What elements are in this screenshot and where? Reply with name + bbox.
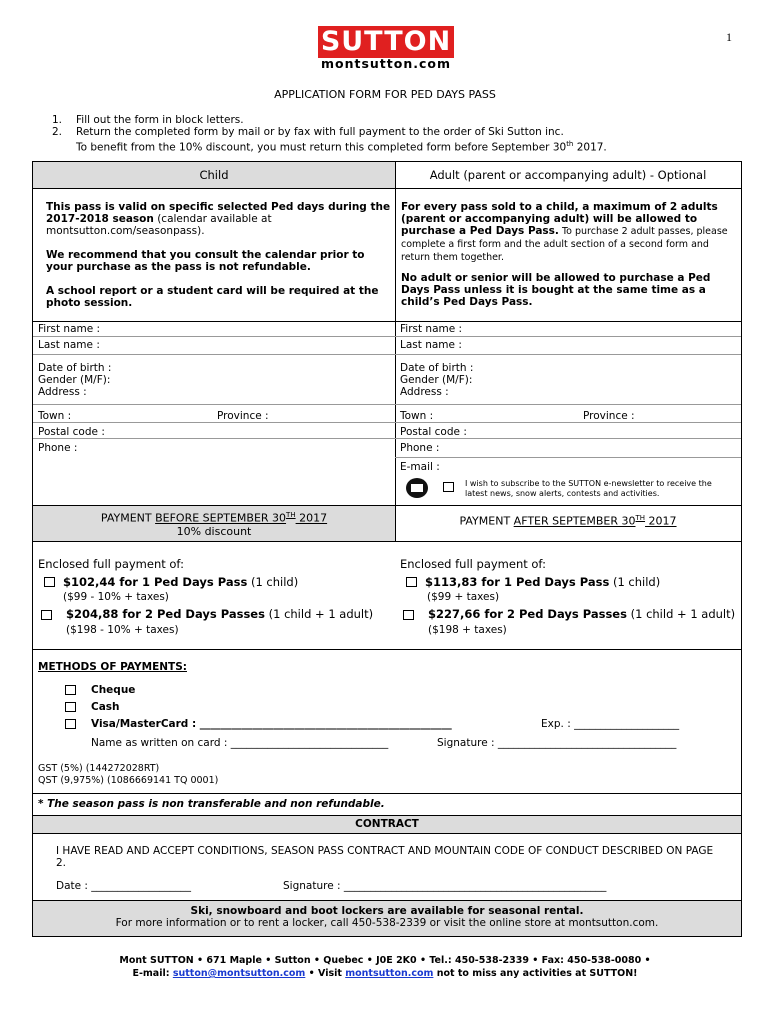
adult-postal-label[interactable]: Postal code : xyxy=(400,426,467,438)
option-price: $204,88 for 2 Ped Days Passes xyxy=(66,607,265,621)
footer-email-label: E-mail: xyxy=(132,968,173,979)
payment-after-pre: PAYMENT xyxy=(459,514,514,528)
form-frame xyxy=(32,161,742,937)
footer-tail: not to miss any activities at SUTTON! xyxy=(433,968,638,979)
adult-info-bold: For every pass sold to a child, a maximum of 2 adults (parent or accompanying adult) will be allowed to purchase a Ped Days Pass. xyxy=(401,201,718,237)
lockers-line1: Ski, snowboard and boot lockers are available for seasonal rental. xyxy=(190,905,584,917)
adult-info-small: To purchase 2 adult passes, please complete a first form and the adult section of a second form and return them together. xyxy=(401,226,728,263)
instruction-num: 1. xyxy=(52,114,63,126)
cheque-checkbox[interactable] xyxy=(65,685,76,695)
option-before-1-checkbox[interactable] xyxy=(44,577,55,587)
payment-before-year: 2017 xyxy=(295,511,328,525)
option-price: $227,66 for 2 Ped Days Passes xyxy=(428,607,627,621)
option-after-1-checkbox[interactable] xyxy=(406,577,417,587)
child-province-label[interactable]: Province : xyxy=(217,410,269,422)
child-info-p2: We recommend that you consult the calendar prior to your purchase as the pass is not refundable. xyxy=(46,249,365,273)
nontransfer-note: * The season pass is non transferable and non refundable. xyxy=(38,798,385,810)
child-phone-label[interactable]: Phone : xyxy=(38,442,78,454)
contract-date-field[interactable]: Date : ___________________ xyxy=(56,880,192,892)
footer-visit: • Visit xyxy=(305,968,346,979)
lockers-line2: For more information or to rent a locker, call 450-538-2339 or visit the online store at montsutton.com. xyxy=(115,917,659,929)
option-before-2-calc: ($198 - 10% + taxes) xyxy=(66,624,179,636)
adult-info-p2: No adult or senior will be allowed to purchase a Ped Days Pass unless it is bought at the same time as a child’s Ped Days Pass. xyxy=(401,272,711,308)
instruction-1: Fill out the form in block letters. xyxy=(76,114,244,126)
payment-before-header xyxy=(33,509,395,538)
adult-last-name-label[interactable]: Last name : xyxy=(400,339,462,351)
adult-header-optional: Optional xyxy=(654,168,707,182)
gst-number: GST (5%) (144272028RT) xyxy=(38,763,160,774)
adult-gender-label[interactable]: Gender (M/F): xyxy=(400,374,473,386)
child-last-name-label[interactable]: Last name : xyxy=(38,339,100,351)
contract-header: CONTRACT xyxy=(355,818,419,830)
adult-email-label[interactable]: E-mail : xyxy=(400,461,440,473)
divider xyxy=(33,505,741,506)
contract-signature-field[interactable]: Signature : __________________________________________________ xyxy=(283,880,607,892)
enclosed-after-label: Enclosed full payment of: xyxy=(400,557,546,571)
adult-phone-label[interactable]: Phone : xyxy=(400,442,440,454)
option-after-1-calc: ($99 + taxes) xyxy=(427,591,500,603)
newsletter-checkbox[interactable] xyxy=(443,482,454,492)
option-price: $102,44 for 1 Ped Days Pass xyxy=(63,575,248,589)
field-line xyxy=(33,422,741,423)
option-detail: (1 child + 1 adult) xyxy=(264,607,374,621)
field-line xyxy=(33,336,741,337)
child-info-bold: This pass is valid on specific selected Ped days during the 2017-2018 season xyxy=(46,201,391,225)
field-line xyxy=(395,457,741,458)
sutton-logo: SUTTON xyxy=(318,26,454,58)
instruction-2b-end: 2017. xyxy=(573,141,607,154)
footer-address: Mont SUTTON • 671 Maple • Sutton • Quebec • J0E 2K0 • Tel.: 450-538-2339 • Fax: 450-538-0080 • xyxy=(119,955,651,966)
option-detail: (1 child) xyxy=(609,575,661,589)
newsletter-text: I wish to subscribe to the SUTTON e-newsletter to receive the latest news, snow alerts, contests and activities. xyxy=(465,479,712,498)
footer-email-link[interactable]: sutton@montsutton.com xyxy=(172,968,306,979)
payment-after-date: AFTER SEPTEMBER 30 xyxy=(513,514,636,528)
option-after-2-checkbox[interactable] xyxy=(403,610,414,620)
option-detail: (1 child + 1 adult) xyxy=(626,607,736,621)
card-signature-field[interactable]: Signature : __________________________________ xyxy=(437,737,677,749)
instruction-sup: th xyxy=(566,140,574,148)
option-before-1 xyxy=(63,575,298,589)
child-gender-label[interactable]: Gender (M/F): xyxy=(38,374,111,386)
lockers-info xyxy=(33,905,741,929)
visa-checkbox[interactable] xyxy=(65,719,76,729)
divider xyxy=(33,541,741,542)
payment-before-pre: PAYMENT xyxy=(100,511,156,525)
option-after-2 xyxy=(428,607,735,621)
form-title: APPLICATION FORM FOR PED DAYS PASS xyxy=(274,88,496,101)
qst-number: QST (9,975%) (1086669141 TQ 0001) xyxy=(38,775,219,786)
divider xyxy=(33,793,741,794)
divider xyxy=(33,833,741,834)
child-dob-label[interactable]: Date of birth : xyxy=(38,362,112,374)
adult-dob-label[interactable]: Date of birth : xyxy=(400,362,474,374)
visa-field[interactable] xyxy=(91,718,452,730)
divider xyxy=(33,321,741,322)
instructions xyxy=(52,114,607,154)
option-after-1 xyxy=(425,575,660,589)
divider xyxy=(33,900,741,901)
page-number: 1 xyxy=(726,30,732,44)
enclosed-before-label: Enclosed full payment of: xyxy=(38,557,184,571)
divider xyxy=(33,815,741,816)
child-first-name-label[interactable]: First name : xyxy=(38,323,101,335)
child-info-p3: A school report or a student card will be required at the photo session. xyxy=(46,285,379,309)
field-line xyxy=(33,404,741,405)
name-on-card-field[interactable]: Name as written on card : ______________________________ xyxy=(91,737,389,749)
adult-first-name-label[interactable]: First name : xyxy=(400,323,463,335)
visa-label: Visa/MasterCard : ________________________________________________ xyxy=(91,718,452,730)
option-before-1-calc: ($99 - 10% + taxes) xyxy=(63,591,169,603)
envelope-icon xyxy=(406,478,428,498)
discount-label: 10% discount xyxy=(176,524,252,538)
child-address-label[interactable]: Address : xyxy=(38,386,87,398)
cheque-label: Cheque xyxy=(91,684,136,696)
contract-text: I HAVE READ AND ACCEPT CONDITIONS, SEASON PASS CONTRACT AND MOUNTAIN CODE OF CONDUCT DESCRIBED ON PAGE 2. xyxy=(56,845,714,869)
logo-site: montsutton.com xyxy=(320,56,452,71)
child-postal-label[interactable]: Postal code : xyxy=(38,426,105,438)
cash-checkbox[interactable] xyxy=(65,702,76,712)
adult-info xyxy=(401,201,736,308)
footer xyxy=(0,954,770,980)
payment-after-year: 2017 xyxy=(645,514,677,528)
payment-after-header xyxy=(395,514,741,528)
option-detail: (1 child) xyxy=(247,575,299,589)
divider xyxy=(33,188,741,189)
child-header: Child xyxy=(199,168,229,182)
footer-site-link[interactable]: montsutton.com xyxy=(345,968,434,979)
child-info xyxy=(46,201,391,309)
option-before-2 xyxy=(66,607,373,621)
instruction-num: 2. xyxy=(52,126,63,138)
field-line xyxy=(33,354,741,355)
child-town-label[interactable]: Town : xyxy=(38,410,72,422)
field-line xyxy=(33,438,741,439)
adult-header xyxy=(395,168,741,182)
adult-province-label[interactable]: Province : xyxy=(583,410,635,422)
cash-label: Cash xyxy=(91,701,120,713)
instruction-2: Return the completed form by mail or by fax with full payment to the order of Ski Sutton inc. xyxy=(76,126,564,138)
adult-address-label[interactable]: Address : xyxy=(400,386,449,398)
adult-town-label[interactable]: Town : xyxy=(400,410,434,422)
exp-field[interactable]: Exp. : ____________________ xyxy=(541,718,680,730)
payment-before-date: BEFORE SEPTEMBER 30 xyxy=(155,511,287,525)
column-divider xyxy=(395,162,396,541)
option-price: $113,83 for 1 Ped Days Pass xyxy=(425,575,610,589)
option-before-2-checkbox[interactable] xyxy=(41,610,52,620)
divider xyxy=(33,649,741,650)
instruction-2b: To benefit from the 10% discount, you must return this completed form before September 30 xyxy=(76,141,567,154)
methods-title: METHODS OF PAYMENTS: xyxy=(38,661,187,673)
payment-after-sup: TH xyxy=(635,514,646,522)
child-info-rest: (calendar available at montsutton.com/seasonpass). xyxy=(46,213,272,237)
payment-before-sup: TH xyxy=(286,511,296,519)
option-after-2-calc: ($198 + taxes) xyxy=(428,624,507,636)
adult-header-main: Adult (parent or accompanying adult) - xyxy=(429,168,655,182)
